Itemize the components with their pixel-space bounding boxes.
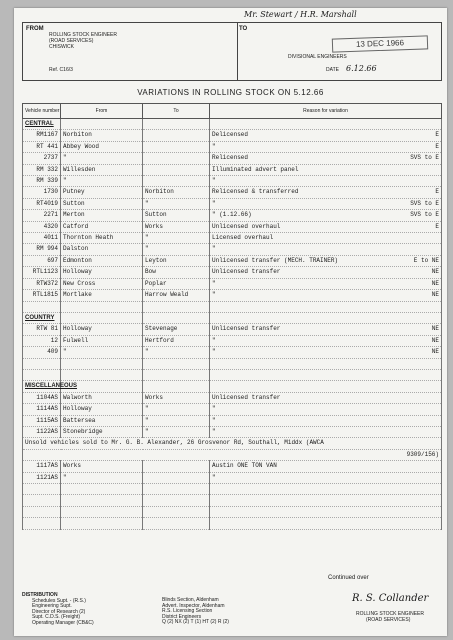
reason-cell: [210, 347, 442, 358]
blank-cell: [61, 301, 143, 312]
blank-row: [23, 358, 442, 369]
blank-cell: [23, 518, 61, 529]
table-row: [23, 198, 442, 209]
from-location: ": [61, 347, 143, 358]
vehicle-number: RT 441: [23, 141, 61, 152]
to-location: ": [143, 415, 210, 426]
to-location: ": [143, 244, 210, 255]
distribution-label: DISTRIBUTION: [22, 592, 58, 598]
distribution-left: [22, 599, 94, 627]
vehicle-number: 2737: [23, 153, 61, 164]
blank-cell: [210, 518, 442, 529]
from-location: Thornton Heath: [61, 233, 143, 244]
from-location: Stonebridge: [61, 426, 143, 437]
to-location: Poplar: [143, 278, 210, 289]
vehicle-number: 2271: [23, 210, 61, 221]
blank-cell: [143, 381, 210, 392]
vehicle-number: RM 332: [23, 164, 61, 175]
table-row: [23, 244, 442, 255]
route-code: NE: [431, 325, 439, 333]
table-header-row: [23, 104, 442, 119]
dist-left-5: Operating Manager (CB&C): [32, 619, 94, 626]
section-heading: MISCELLANEOUS: [23, 381, 61, 392]
handwritten-addressee: Mr. Stewart / H.R. Marshall: [244, 10, 357, 19]
vehicle-number: 409: [23, 347, 61, 358]
blank-cell: [210, 301, 442, 312]
reason-cell: [210, 392, 442, 403]
dist-mid-2: Advert. Inspector, Aldenham: [162, 602, 225, 609]
blank-cell: [143, 301, 210, 312]
to-location: ": [143, 198, 210, 209]
unsold-note-2: 9309/156): [23, 449, 442, 460]
vehicle-number: RTW 81: [23, 324, 61, 335]
route-code: E: [435, 188, 439, 196]
date-label: DATE: [326, 67, 339, 73]
table-row: [23, 404, 442, 415]
reason-cell: [210, 198, 442, 209]
to-location: ": [143, 347, 210, 358]
reason-text: Relicensed & transferred: [212, 188, 299, 196]
to-location: Stevenage: [143, 324, 210, 335]
table-row: [23, 324, 442, 335]
reason-text: ": [212, 405, 216, 413]
dist-left-3: Director of Research (2): [32, 608, 86, 615]
reason-cell: [210, 221, 442, 232]
blank-cell: [23, 369, 61, 380]
table-row: [23, 267, 442, 278]
blank-cell: [23, 495, 61, 506]
vehicle-number: RTL1123: [23, 267, 61, 278]
reason-text: ": [212, 142, 216, 150]
reason-cell: [210, 415, 442, 426]
blank-cell: [61, 495, 143, 506]
col-from: From: [61, 104, 143, 119]
route-code: NE: [431, 279, 439, 287]
table-row: [23, 347, 442, 358]
reason-cell: [210, 255, 442, 266]
from-location: ": [61, 472, 143, 483]
reason-cell: [210, 267, 442, 278]
route-code: NE: [431, 348, 439, 356]
from-location: Holloway: [61, 404, 143, 415]
vehicle-number: 4320: [23, 221, 61, 232]
table-row: [23, 335, 442, 346]
blank-cell: [210, 312, 442, 323]
blank-cell: [143, 483, 210, 494]
from-location: Edmonton: [61, 255, 143, 266]
reason-text: " (1.12.66): [212, 211, 252, 219]
reason-text: ": [212, 427, 216, 435]
blank-cell: [143, 312, 210, 323]
table-row: [23, 461, 442, 472]
reason-cell: [210, 210, 442, 221]
vehicle-number: 1117AS: [23, 461, 61, 472]
blank-cell: [210, 381, 442, 392]
from-location: Walworth: [61, 392, 143, 403]
vehicle-number: 4011: [23, 233, 61, 244]
to-location: [143, 176, 210, 187]
reason-text: Austin ONE TON VAN: [212, 462, 277, 470]
vehicle-number: RTL1815: [23, 290, 61, 301]
blank-row: [23, 301, 442, 312]
from-location: Merton: [61, 210, 143, 221]
from-location: Mortlake: [61, 290, 143, 301]
from-lines: [49, 32, 117, 50]
from-location: Willesden: [61, 164, 143, 175]
from-location: Catford: [61, 221, 143, 232]
dist-left-4: Supt. C.D.S. (Freight): [32, 614, 81, 621]
reason-text: Unlicensed transfer: [212, 325, 281, 333]
to-location: Hertford: [143, 335, 210, 346]
table-row: [23, 164, 442, 175]
table-row: [23, 392, 442, 403]
blank-cell: [61, 312, 143, 323]
section-row: [23, 312, 442, 323]
dist-districts: Q (2) NX (2) T (1) HT (2) R (2): [162, 619, 229, 626]
table-row: [23, 176, 442, 187]
reason-cell: [210, 426, 442, 437]
dist-mid-3: R.S. Licensing Section: [162, 608, 213, 615]
blank-cell: [143, 358, 210, 369]
signature-title: [356, 611, 424, 623]
ref-number: Ref. C16/3: [49, 67, 73, 73]
to-location: ": [143, 426, 210, 437]
route-code: E: [435, 142, 439, 150]
to-label: TO: [239, 26, 248, 32]
table-row: [23, 233, 442, 244]
blank-row: [23, 506, 442, 517]
to-location: [143, 153, 210, 164]
route-code: E to NE: [413, 256, 439, 264]
dist-left-2: Engineering Supt.: [32, 603, 72, 610]
vehicle-number: 1104AS: [23, 392, 61, 403]
from-location: ": [61, 153, 143, 164]
from-line-2: (ROAD SERVICES): [49, 38, 94, 44]
blank-cell: [143, 518, 210, 529]
dist-left-1: Schedules Supt. - (R.S.): [32, 597, 86, 604]
vehicle-number: 1115AS: [23, 415, 61, 426]
blank-cell: [210, 119, 442, 130]
route-code: SVS to E: [410, 199, 439, 207]
table-row: [23, 472, 442, 483]
reason-text: ": [212, 416, 216, 424]
reason-text: Unlicensed transfer: [212, 268, 281, 276]
vehicle-number: 12: [23, 335, 61, 346]
vehicle-number: 1121AS: [23, 472, 61, 483]
vehicle-number: 1114AS: [23, 404, 61, 415]
vehicle-number: RM 994: [23, 244, 61, 255]
reason-cell: [210, 187, 442, 198]
vehicle-number: RTW372: [23, 278, 61, 289]
reason-text: ": [212, 336, 216, 344]
to-location: [143, 461, 210, 472]
reason-cell: [210, 461, 442, 472]
blank-row: [23, 495, 442, 506]
from-location: Holloway: [61, 267, 143, 278]
to-location: Works: [143, 221, 210, 232]
table-row: [23, 415, 442, 426]
table-row: [23, 255, 442, 266]
section-row: [23, 381, 442, 392]
reason-text: ": [212, 199, 216, 207]
distribution-list: [22, 593, 94, 627]
from-location: Putney: [61, 187, 143, 198]
received-stamp: 13 DEC 1966: [332, 35, 428, 52]
reason-cell: [210, 244, 442, 255]
from-line-3: CHISWICK: [49, 44, 74, 50]
table-row: [23, 290, 442, 301]
route-code: E: [435, 131, 439, 139]
to-location: Bow: [143, 267, 210, 278]
blank-cell: [23, 506, 61, 517]
blank-cell: [210, 483, 442, 494]
table-row: [23, 130, 442, 141]
reason-cell: [210, 164, 442, 175]
blank-cell: [143, 506, 210, 517]
route-code: SVS to E: [410, 211, 439, 219]
sign-title-1: ROLLING STOCK ENGINEER: [356, 611, 424, 617]
blank-cell: [210, 358, 442, 369]
to-location: [143, 130, 210, 141]
reason-text: ": [212, 291, 216, 299]
to-location: ": [143, 404, 210, 415]
from-line-1: ROLLING STOCK ENGINEER: [49, 32, 117, 38]
from-location: Works: [61, 461, 143, 472]
vehicle-number: 1730: [23, 187, 61, 198]
blank-cell: [61, 483, 143, 494]
reason-cell: [210, 176, 442, 187]
blank-cell: [143, 119, 210, 130]
reason-cell: [210, 278, 442, 289]
blank-cell: [23, 301, 61, 312]
table-row: [23, 210, 442, 221]
to-location: [143, 164, 210, 175]
unsold-note-1: Unsold vehicles sold to Mr. G. B. Alexander, 26 Grosvenor Rd, Southall, Middx (AWCA: [23, 438, 442, 449]
continued-over: Continued over: [328, 575, 369, 581]
table-body: [23, 119, 442, 530]
reason-text: ": [212, 245, 216, 253]
blank-cell: [143, 495, 210, 506]
from-box: [22, 22, 238, 81]
blank-cell: [210, 495, 442, 506]
reason-text: Illuminated advert panel: [212, 165, 299, 173]
route-code: NE: [431, 268, 439, 276]
reason-text: Unlicensed transfer: [212, 393, 281, 401]
blank-row: [23, 483, 442, 494]
blank-cell: [23, 358, 61, 369]
sign-title-2: (ROAD SERVICES): [366, 617, 411, 623]
reason-text: ": [212, 177, 216, 185]
dist-mid-1: Blinds Section, Aldenham: [162, 597, 219, 603]
to-location: Works: [143, 392, 210, 403]
reason-cell: [210, 290, 442, 301]
col-reason: Reason for variation: [210, 104, 442, 119]
from-location: Fulwell: [61, 335, 143, 346]
reason-text: Delicensed: [212, 131, 249, 139]
from-location: New Cross: [61, 278, 143, 289]
reason-text: ": [212, 348, 216, 356]
table-row: [23, 187, 442, 198]
blank-row: [23, 518, 442, 529]
table-row: [23, 278, 442, 289]
page-title: VARIATIONS IN ROLLING STOCK ON 5.12.66: [137, 88, 324, 97]
col-vehicle: Vehicle number: [23, 104, 61, 119]
route-code: NE: [431, 336, 439, 344]
note-row: [23, 438, 442, 449]
blank-cell: [210, 506, 442, 517]
reason-text: Unlicensed overhaul: [212, 222, 281, 230]
table-row: [23, 153, 442, 164]
blank-cell: [61, 506, 143, 517]
blank-cell: [61, 119, 143, 130]
to-location: ": [143, 233, 210, 244]
reason-text: Relicensed: [212, 154, 249, 162]
blank-row: [23, 369, 442, 380]
reason-cell: [210, 153, 442, 164]
vehicle-number: 1122AS: [23, 426, 61, 437]
to-location: Sutton: [143, 210, 210, 221]
to-location: Norbiton: [143, 187, 210, 198]
signature: R. S. Collander: [352, 593, 429, 604]
blank-cell: [61, 369, 143, 380]
blank-cell: [23, 483, 61, 494]
col-to: To: [143, 104, 210, 119]
section-row: [23, 119, 442, 130]
from-location: Dalston: [61, 244, 143, 255]
document-page: [14, 8, 447, 636]
to-location: [143, 141, 210, 152]
from-location: ": [61, 176, 143, 187]
distribution-middle: [162, 598, 229, 626]
blank-cell: [143, 369, 210, 380]
reason-cell: [210, 472, 442, 483]
vehicle-number: RT4019: [23, 198, 61, 209]
variations-table: [22, 103, 442, 530]
dist-mid-4: District Engineers: [162, 613, 202, 620]
vehicle-number: RM1167: [23, 130, 61, 141]
to-location: [143, 472, 210, 483]
blank-cell: [61, 518, 143, 529]
route-code: NE: [431, 291, 439, 299]
route-code: SVS to E: [410, 154, 439, 162]
section-heading: COUNTRY: [23, 312, 61, 323]
note-row: [23, 449, 442, 460]
vehicle-number: RM 339: [23, 176, 61, 187]
from-location: Battersea: [61, 415, 143, 426]
table-row: [23, 221, 442, 232]
reason-text: Unlicensed transfer (MECH. TRAINER): [212, 256, 339, 264]
reason-cell: [210, 335, 442, 346]
reason-cell: [210, 130, 442, 141]
to-location: Leyton: [143, 255, 210, 266]
reason-cell: [210, 404, 442, 415]
vehicle-number: 697: [23, 255, 61, 266]
date-value: 6.12.66: [346, 64, 377, 73]
to-location: Harrow Weald: [143, 290, 210, 301]
section-heading: CENTRAL: [23, 119, 61, 130]
table-row: [23, 426, 442, 437]
from-location: Sutton: [61, 198, 143, 209]
from-location: Norbiton: [61, 130, 143, 141]
route-code: E: [435, 222, 439, 230]
to-line: DIVISIONAL ENGINEERS: [288, 54, 347, 60]
from-location: Abbey Wood: [61, 141, 143, 152]
from-label: FROM: [26, 26, 44, 32]
reason-cell: [210, 141, 442, 152]
reason-cell: [210, 324, 442, 335]
reason-text: Licensed overhaul: [212, 234, 274, 242]
blank-cell: [61, 358, 143, 369]
from-location: Holloway: [61, 324, 143, 335]
table-row: [23, 141, 442, 152]
reason-cell: [210, 233, 442, 244]
blank-cell: [210, 369, 442, 380]
reason-text: ": [212, 279, 216, 287]
reason-text: ": [212, 473, 216, 481]
